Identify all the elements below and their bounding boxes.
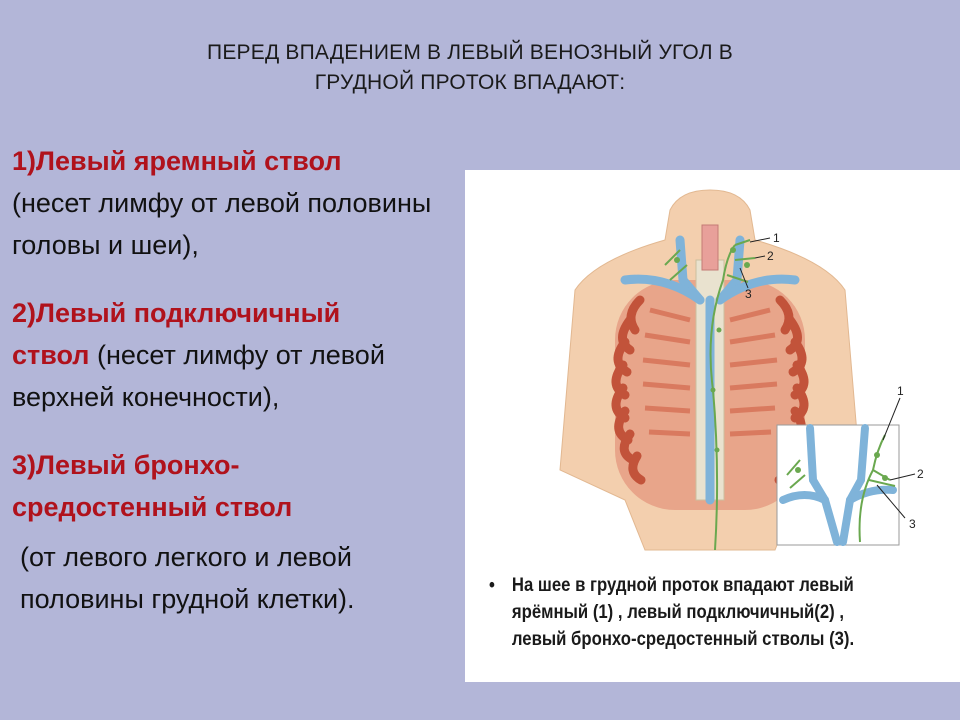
title-line-1: ПЕРЕД ВПАДЕНИЕМ В ЛЕВЫЙ ВЕНОЗНЫЙ УГОЛ В — [207, 41, 733, 64]
main-label-3: 3 — [745, 287, 752, 301]
thoracic-duct-illustration — [465, 170, 960, 570]
caption-text: На шее в грудной проток впадают левый ярёмный (1) , левый подключичный(2) , левый бронхо-средостенный стволы (3). — [511, 575, 855, 650]
caption-bullet: • — [489, 575, 495, 596]
list-item-subclavian — [12, 292, 482, 418]
item-description: (от левого легкого и левой половины грудной клетки). — [20, 542, 355, 614]
inset-label-1: 1 — [897, 384, 904, 398]
item-description: (несет лимфу от левой половины головы и шеи), — [12, 188, 432, 260]
main-label-2: 2 — [767, 249, 774, 263]
trachea — [702, 225, 718, 270]
trunk-list — [12, 140, 482, 646]
inset-label-3: 3 — [909, 517, 916, 531]
list-item-jugular — [12, 140, 482, 266]
figure-caption — [489, 572, 894, 653]
list-item-bronchomediastinal — [12, 444, 482, 620]
slide-title — [150, 38, 790, 98]
item-heading: 1)Левый яремный ствол — [12, 146, 342, 176]
main-label-1: 1 — [773, 231, 780, 245]
item-heading-cont: ствол — [12, 340, 90, 370]
inset-label-2: 2 — [917, 467, 924, 481]
title-line-2: ГРУДНОЙ ПРОТОК ВПАДАЮТ: — [314, 71, 626, 94]
item-heading-cont: средостенный ствол — [12, 492, 293, 522]
anatomy-figure-panel — [465, 170, 960, 682]
item-heading: 2)Левый подключичный — [12, 298, 341, 328]
item-heading: 3)Левый бронхо- — [12, 450, 240, 480]
item-description: (несет лимфу от левой верхней конечности), — [12, 340, 385, 412]
